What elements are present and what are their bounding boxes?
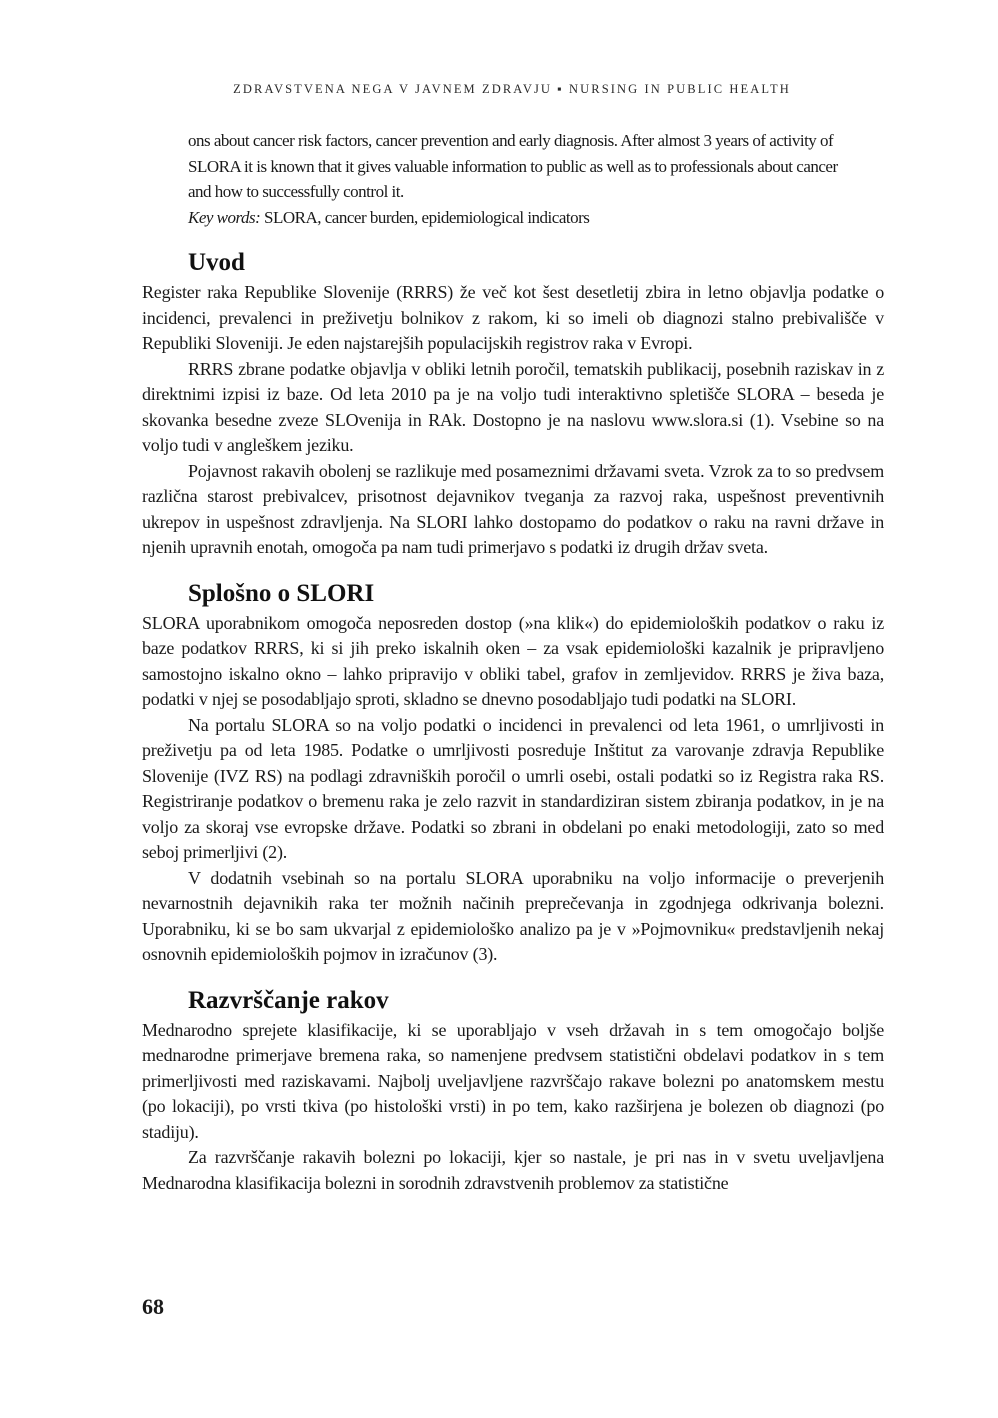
abstract-continuation [188, 128, 848, 230]
keywords-line [188, 205, 848, 231]
keywords-text: SLORA, cancer burden, epidemiological indicators [260, 207, 590, 227]
paragraph: RRRS zbrane podatke objavlja v obliki letnih poročil, tematskih publikacij, posebnih raziskav in z direktnimi izpisi iz baze. Od leta 2010 pa je na voljo tudi interaktivno spletišče SLORA – beseda je skovanka besedne zveze SLOvenija in RAk. Dostopno je na naslovu www.slora.si (1). Vsebine so na voljo tudi v angleškem jeziku. [142, 358, 884, 455]
keywords-label: Key words: [188, 207, 261, 227]
section-uvod [142, 246, 884, 561]
section-razvrscanje-rakov [142, 984, 884, 1197]
paragraph: Register raka Republike Slovenije (RRRS) že več kot šest desetletij zbira in letno objavlja podatke o incidenci, prevalenci in preživetju bolnikov z rakom, ki so imeli ob diagnozi stalno prebivališče v Republiki Sloveniji. Je eden najstarejših populacijskih registrov raka v Evropi. [142, 282, 884, 353]
paragraph: Mednarodno sprejete klasifikacije, ki se uporabljajo v vseh državah in s tem omogočajo boljše mednarodne primerjave bremena raka, so namenjene predvsem statistični obdelavi podatkov in s tem primerljivosti med raziskavami. Najbolj uveljavljene razvrščajo rakave bolezni po anatomskem mestu (po lokaciji), po vrsti tkiva (po histološki vrsti) in po tem, kako razširjena je bolezen ob diagnozi (po stadiju). [142, 1019, 884, 1142]
section-heading: Splošno o SLORI [188, 579, 375, 607]
running-header: ZDRAVSTVENA NEGA V JAVNEM ZDRAVJU ▪ NURSING IN PUBLIC HEALTH [233, 82, 791, 96]
paragraph: Pojavnost rakavih obolenj se razlikuje med posameznimi državami sveta. Vzrok za to so predvsem različna starost prebivalcev, prisotnost dejavnikov tveganja za razvoj raka, uspešnost preventivnih ukrepov in uspešnost zdravljenja. Na SLORI lahko dostopamo do podatkov o raku na ravni države in njenih upravnih enotah, omogoča pa nam tudi primerjavo s podatki iz drugih držav sveta. [142, 460, 884, 557]
paragraph: Za razvrščanje rakavih bolezni po lokaciji, kjer so nastale, je pri nas in v svetu uveljavljena Mednarodna klasifikacija bolezni in sorodnih zdravstvenih problemov za statistične [142, 1147, 884, 1193]
section-heading: Uvod [188, 249, 245, 276]
section-splosno-o-slori [142, 577, 884, 968]
paragraph: SLORA uporabnikom omogoča neposreden dostop (»na klik«) do epidemioloških podatkov o raku iz baze podatkov RRRS, ki si jih preko iskalnih oken – za vsak epidemiološki kazalnik je pripravljeno samostojno iskalno okno – lahko pripravijo v obliki tabel, grafov in zemljevidov. RRRS je živa baza, podatki v njej se posodabljajo sproti, skladno se dnevno posodabljajo tudi podatki na SLORI. [142, 612, 884, 709]
article-body [142, 246, 884, 1196]
abstract-text: ons about cancer risk factors, cancer prevention and early diagnosis. After almost 3 years of activity of SLORA it is known that it gives valuable information to public as well as to professionals about cancer and how to successfully control it. [188, 131, 838, 201]
paragraph: Na portalu SLORA so na voljo podatki o incidenci in prevalenci od leta 1961, o umrljivosti in preživetju pa od leta 1985. Podatke o umrljivosti posreduje Inštitut za varovanje zdravja Republike Slovenije (IVZ RS) na podlagi zdravniških poročil o umrli osebi, ostali podatki so iz Registra raka RS. Registriranje podatkov o bremenu raka je zelo razvit in standardiziran sistem zbiranja podatkov, in je na voljo za skoraj vse evropske države. Podatki so zbrani in obdelani po enaki metodologiji, zato so med seboj primerljivi (2). [142, 714, 884, 862]
paragraph: V dodatnih vsebinah so na portalu SLORA uporabniku na voljo informacije o preverjenih nevarnostnih dejavnikih raka ter možnih načinih preprečevanja in zgodnjega odkrivanja bolezni. Uporabniku, ki se bo sam ukvarjal z epidemiološko analizo pa je v »Pojmovniku« predstavljenih nekaj osnovnih epidemioloških pojmov in izračunov (3). [142, 867, 884, 964]
section-heading: Razvrščanje rakov [188, 986, 389, 1014]
page-number: 68 [142, 1294, 164, 1319]
